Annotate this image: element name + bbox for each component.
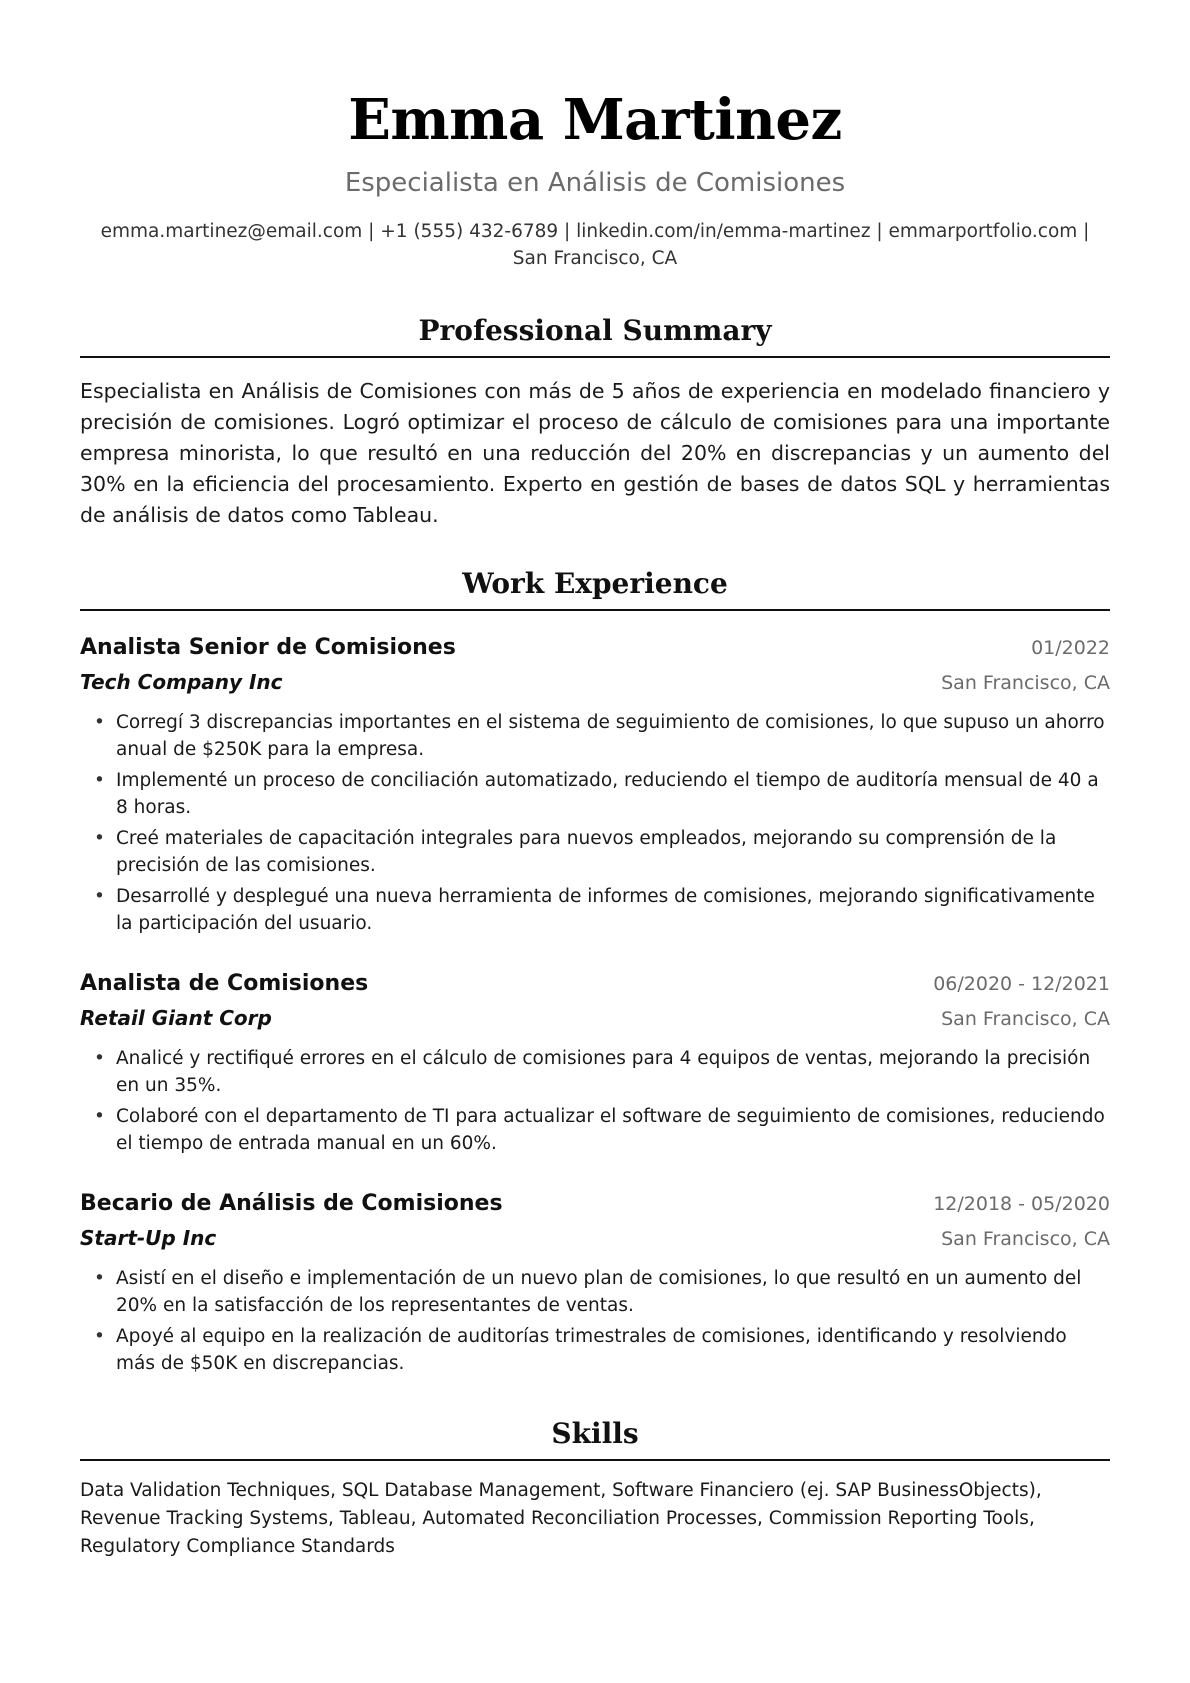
bullet-item: • Desarrollé y desplegué una nueva herramienta de informes de comisiones, mejorando significativamente la participación del usuario. <box>94 884 1110 937</box>
skills-list: Data Validation Techniques, SQL Database Management, Software Financiero (ej. SAP BusinessObjects), Revenue Tracking Systems, Tableau, Automated Reconciliation Processes, Commission Reporting Tools, Regulatory Compliance Standards <box>80 1480 1042 1557</box>
bullet-item: • Asistí en el diseño e implementación de un nuevo plan de comisiones, lo que resultó en un aumento del 20% en la satisfacción de los representantes de ventas. <box>94 1266 1110 1319</box>
job-location: San Francisco, CA <box>941 1228 1110 1250</box>
skills-heading: Skills <box>80 1415 1110 1461</box>
summary-heading: Professional Summary <box>80 312 1110 358</box>
job-location: San Francisco, CA <box>941 1008 1110 1030</box>
candidate-name: Emma Martinez <box>348 87 842 153</box>
company-name: Start-Up Inc <box>80 1226 217 1250</box>
contact-line: emma.martinez@email.com | +1 (555) 432-6789 | linkedin.com/in/emma-martinez | emmarportfolio.com | San Francisco, CA <box>100 221 1090 269</box>
resume-header <box>80 0 1110 272</box>
summary-text: Especialista en Análisis de Comisiones con más de 5 años de experiencia en modelado financiero y precisión de comisiones. Logró optimizar el proceso de cálculo de comisiones para una importante empresa minorista, lo que resultó en una reducción del 20% en discrepancias y un aumento del 30% en la eficiencia del procesamiento. Experto en gestión de bases de datos SQL y herramientas de análisis de datos como Tableau. <box>80 379 1110 527</box>
job-title: Analista Senior de Comisiones <box>80 635 456 660</box>
bullet-item: • Apoyé al equipo en la realización de auditorías trimestrales de comisiones, identificando y resolviendo más de $50K en discrepancias. <box>94 1324 1110 1377</box>
bullet-item: • Implementé un proceso de conciliación automatizado, reduciendo el tiempo de auditoría mensual de 40 a 8 horas. <box>94 768 1110 821</box>
bullet-item: • Corregí 3 discrepancias importantes en el sistema de seguimiento de comisiones, lo que supuso un ahorro anual de $250K para la empresa. <box>94 710 1110 763</box>
job-entry <box>80 967 1110 1157</box>
bullet-item: • Creé materiales de capacitación integrales para nuevos empleados, mejorando su comprensión de la precisión de las comisiones. <box>94 826 1110 879</box>
job-bullets <box>80 1046 1110 1157</box>
skills-section <box>80 1415 1110 1561</box>
work-experience-heading: Work Experience <box>80 565 1110 611</box>
job-date: 06/2020 - 12/2021 <box>933 973 1110 995</box>
job-title: Analista de Comisiones <box>80 971 369 996</box>
candidate-title: Especialista en Análisis de Comisiones <box>344 168 846 198</box>
job-date: 01/2022 <box>1031 637 1110 659</box>
company-name: Retail Giant Corp <box>80 1006 272 1030</box>
job-bullets <box>80 1266 1110 1377</box>
job-date: 12/2018 - 05/2020 <box>933 1193 1110 1215</box>
job-bullets <box>80 710 1110 937</box>
job-title: Becario de Análisis de Comisiones <box>80 1191 503 1216</box>
job-entry <box>80 1187 1110 1377</box>
company-name: Tech Company Inc <box>80 670 283 694</box>
bullet-item: • Analicé y rectifiqué errores en el cálculo de comisiones para 4 equipos de ventas, mejorando la precisión en un 35%. <box>94 1046 1110 1099</box>
work-experience-section <box>80 565 1110 1377</box>
job-entry <box>80 631 1110 937</box>
job-location: San Francisco, CA <box>941 672 1110 694</box>
bullet-item: • Colaboré con el departamento de TI para actualizar el software de seguimiento de comisiones, reduciendo el tiempo de entrada manual en un 60%. <box>94 1104 1110 1157</box>
summary-section <box>80 312 1110 531</box>
